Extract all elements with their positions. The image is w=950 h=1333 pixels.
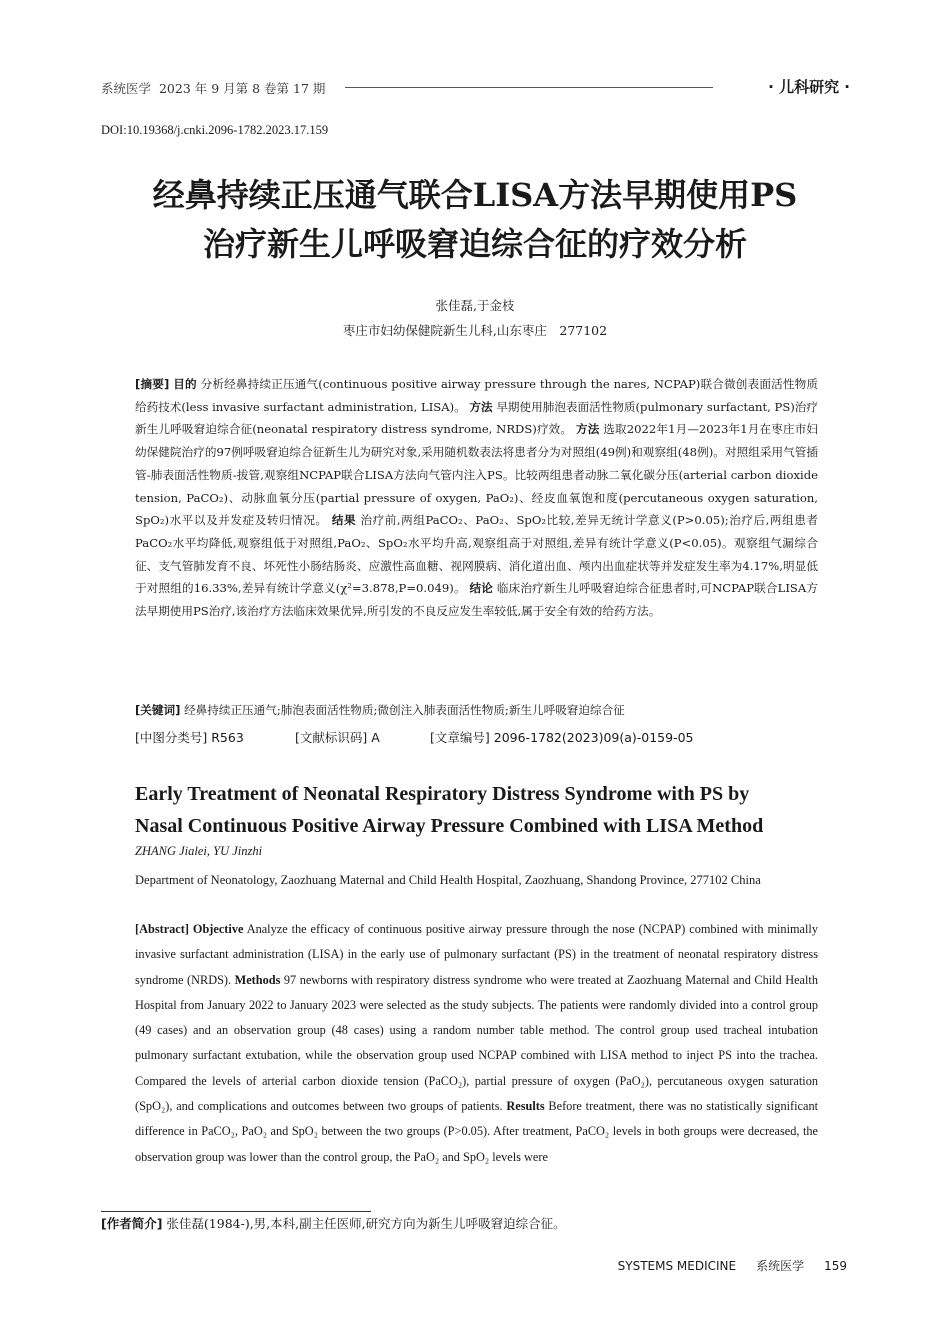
objective-cn-text: 分析经鼻持续正压通气(continuous positive airway pressure through the nares, NCPAP)联合微创表面活性物质给药技术(less invasive surfactant administration, LISA)。	[135, 377, 819, 414]
issue-info: 2023 年 9 月第 8 卷第 17 期	[158, 81, 326, 96]
affiliation-en: Department of Neonatology, Zaozhuang Maternal and Child Health Hospital, Zaozhuang, Shandong Province, 277102 China	[135, 873, 761, 887]
section-label: · 儿科研究 ·	[768, 78, 850, 96]
keywords-cn	[135, 702, 818, 718]
footnote-label: [作者简介]	[101, 1216, 163, 1231]
author-footnote	[101, 1214, 566, 1232]
methods-en-label: Methods	[234, 972, 281, 987]
abstract-cn	[135, 373, 818, 623]
methods-en-text: 97 newborns with respiratory distress syndrome who were treated at Zaozhuang Maternal and Child Health Hospital from January 2022 to January 2023 were selected as the study subjects. The patients were randomly divided into a control group (49 cases) and an observation group (48 cases) using a random number table method. The control group used tracheal intubation pulmonary surfactant extubation, while the observation group used NCPAP combined with LISA method to inject PS into the trachea. Compared the levels of arterial carbon dioxide tension (PaCO₂), partial pressure of oxygen (PaO₂), percutaneous oxygen saturation (SpO₂), and complications and outcomes between two groups of patients.	[135, 972, 818, 1114]
clc-label: [中图分类号]	[135, 730, 208, 745]
clc-value: R563	[211, 730, 244, 745]
title-cn-line2: 治疗新生儿呼吸窘迫综合征的疗效分析	[202, 225, 747, 263]
results-cn-text: 治疗前,两组PaCO₂、PaO₂、SpO₂比较,差异无统计学意义(P>0.05);治疗后,两组患者PaCO₂水平均降低,观察组低于对照组,PaO₂、SpO₂水平均升高,观察组高于对照组,差异有统计学意义(P<0.05)。观察组气漏综合征、支气管肺发育不良、坏死性小肠结肠炎、应激性高血糖、视网膜病、消化道出血、颅内出血症状等并发症发生率为4.17%,明显低于对照组的16.33%,差异有统计学意义(χ²=3.878,P=0.049)。	[135, 513, 818, 596]
conclusion-cn-label: 结论	[469, 581, 493, 596]
doc-code-value: A	[371, 730, 380, 745]
keywords-cn-label: [关键词]	[135, 703, 181, 717]
results-en-label: Results	[506, 1099, 545, 1114]
page-footer	[598, 1257, 847, 1274]
results-en-text: Before treatment, there was no statistically significant difference in PaCO₂, PaO₂ and SpO₂ between the two groups (P>0.05). After treatment, PaCO₂ levels in both groups were decreased, the observation group was lower than the control group, the PaO₂ and SpO₂ levels were	[135, 1099, 819, 1164]
doc-code-label: [文献标识码]	[295, 730, 368, 745]
page-number: 159	[824, 1259, 847, 1273]
objective-en-label: Objective	[192, 922, 244, 936]
title-en-line2: Nasal Continuous Positive Airway Pressure Combined with LISA Method	[135, 815, 764, 837]
objective-cn-label: 目的	[173, 377, 197, 391]
title-en	[135, 778, 818, 842]
results-cn-label: 结果	[331, 513, 357, 528]
methods-cn-label: 方法	[575, 422, 600, 437]
classification-line	[135, 728, 694, 746]
abstract-cn-label: [摘要]	[135, 377, 170, 391]
abstract-en-label: [Abstract]	[135, 922, 189, 936]
footer-journal-en: SYSTEMS MEDICINE	[617, 1259, 737, 1273]
footnote-divider	[101, 1211, 371, 1212]
footer-journal-cn: 系统医学	[756, 1259, 805, 1273]
objective-en-text: Analyze the efficacy of continuous positive airway pressure through the nose (NCPAP) combined with minimally invasive surfactant administration (LISA) in the early use of pulmonary surfactant (PS) in the treatment of neonatal respiratory distress syndrome (NRDS).	[135, 922, 818, 987]
objective-cn-text2: 早期使用肺泡表面活性物质(pulmonary surfactant, PS)治疗新生儿呼吸窘迫综合征(neonatal respiratory distress syndrome, NRDS)疗效。	[135, 399, 818, 437]
abstract-en	[135, 917, 818, 1170]
authors-cn: 张佳磊,于金枝	[435, 298, 515, 313]
keywords-cn-text: 经鼻持续正压通气;肺泡表面活性物质;微创注入肺表面活性物质;新生儿呼吸窘迫综合征	[184, 703, 625, 717]
authors-en: ZHANG Jialei, YU Jinzhi	[135, 844, 263, 858]
article-no-label: [文章编号]	[430, 730, 490, 745]
footnote-text: 张佳磊(1984-),男,本科,副主任医师,研究方向为新生儿呼吸窘迫综合征。	[166, 1216, 566, 1231]
article-no-value: 2096-1782(2023)09(a)-0159-05	[493, 730, 694, 745]
affiliation-cn: 枣庄市妇幼保健院新生儿科,山东枣庄 277102	[342, 323, 608, 338]
methods-cn-text: 选取2022年1月—2023年1月在枣庄市妇幼保健院治疗的97例呼吸窘迫综合征新生儿为研究对象,采用随机数表法将患者分为对照组(49例)和观察组(48例)。对照组采用气管插管-肺表面活性物质-拔管,观察组NCPAP联合LISA方法向气管内注入PS。比较两组患者动脉二氧化碳分压(arterial carbon dioxide tension, PaCO₂)、动脉血氧分压(partial pressure of oxygen, PaO₂)、经皮血氧饱和度(percutaneous oxygen saturation, SpO₂)水平以及并发症及转归情况。	[135, 422, 819, 528]
objective-cn-label2: 方法	[469, 399, 493, 414]
header-divider	[345, 87, 713, 88]
title-en-line1: Early Treatment of Neonatal Respiratory Distress Syndrome with PS by	[135, 783, 750, 805]
conclusion-cn-text: 临床治疗新生儿呼吸窘迫综合征患者时,可NCPAP联合LISA方法早期使用PS治疗,该治疗方法临床效果优异,所引发的不良反应发生率较低,属于安全有效的给药方法。	[135, 581, 818, 619]
title-cn-line1: 经鼻持续正压通气联合LISA方法早期使用PS	[152, 176, 798, 214]
doi: DOI:10.19368/j.cnki.2096-1782.2023.17.159	[101, 123, 329, 137]
running-header	[101, 79, 325, 97]
journal-name: 系统医学	[101, 81, 152, 96]
